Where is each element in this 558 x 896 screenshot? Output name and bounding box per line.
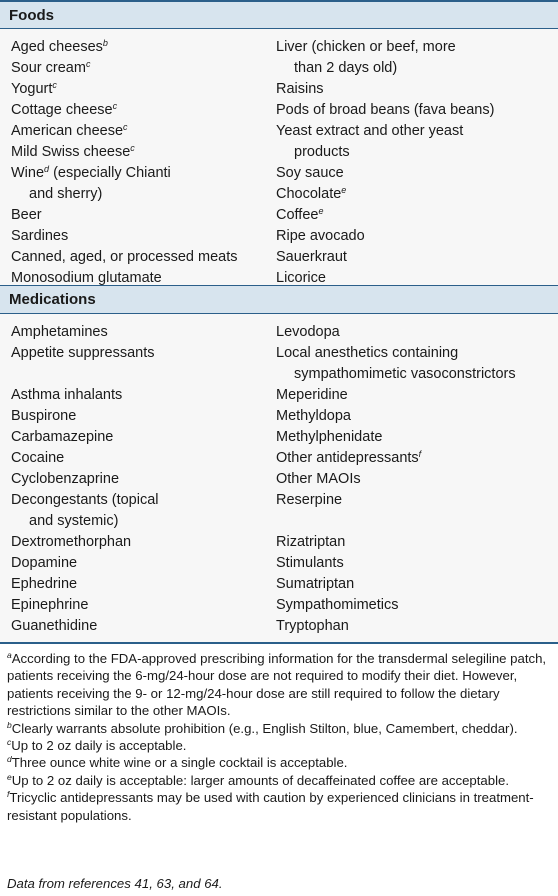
list-item	[276, 595, 554, 616]
item-text: Ephedrine	[11, 576, 78, 592]
list-item	[276, 427, 554, 448]
item-text: Sumatriptan	[276, 576, 355, 592]
list-item	[11, 448, 266, 469]
item-text: than 2 days old)	[294, 60, 398, 76]
list-item	[276, 469, 554, 490]
list-item	[11, 385, 266, 406]
blank-row	[11, 364, 266, 385]
list-item	[11, 490, 266, 511]
list-item	[276, 553, 554, 574]
item-text: Local anesthetics containing	[276, 345, 459, 361]
list-item	[276, 142, 554, 163]
medications-left-column	[11, 322, 266, 637]
foods-left-column	[11, 37, 266, 289]
item-text: Meperidine	[276, 387, 348, 403]
list-item	[11, 121, 266, 142]
footnote-mark: b	[102, 38, 108, 48]
item-text: Canned, aged, or processed meats	[11, 249, 238, 265]
list-item	[276, 448, 554, 469]
item-text: Yogurt	[11, 81, 53, 97]
item-text: Soy sauce	[276, 165, 344, 181]
item-text: Carbamazepine	[11, 429, 114, 445]
item-text: and sherry)	[29, 186, 103, 202]
list-item	[276, 226, 554, 247]
foods-section	[0, 29, 558, 285]
item-text: Sauerkraut	[276, 249, 347, 265]
list-item	[11, 163, 266, 184]
item-text: Cottage cheese	[11, 102, 113, 118]
item-text: Sour cream	[11, 60, 86, 76]
item-text: Raisins	[276, 81, 324, 97]
list-item	[11, 574, 266, 595]
item-text: Sardines	[11, 228, 69, 244]
list-item	[11, 406, 266, 427]
footnote-mark: d	[44, 164, 50, 174]
footnote-a: $^a$According to the FDA-approved prescribing information for the transdermal selegiline patch, patients receiving the 6-mg/24-hour dose are not required to modify their diet. However, patients receiving the 9- or 12-mg/24-hour dose are still required to follow the dietary restrictions similar to the other MAOIs.	[7, 650, 547, 719]
list-item	[11, 226, 266, 247]
list-item	[276, 574, 554, 595]
footnote-mark: c	[52, 80, 57, 90]
list-item	[11, 142, 266, 163]
item-text: Buspirone	[11, 408, 77, 424]
list-item	[276, 37, 554, 58]
list-item	[11, 427, 266, 448]
list-item	[276, 184, 554, 205]
list-item	[11, 553, 266, 574]
footnote-b: $^b$Clearly warrants absolute prohibition (e.g., English Stilton, blue, Camembert, cheddar).	[7, 719, 518, 736]
medications-section	[0, 314, 558, 642]
footnote-f: $^f$Tricyclic antidepressants may be used with caution by experienced clinicians in treatment-resistant populations.	[7, 789, 534, 823]
list-item	[276, 343, 554, 364]
item-text: and systemic)	[29, 513, 119, 529]
blank-row	[276, 511, 554, 532]
list-item	[11, 322, 266, 343]
list-item	[276, 247, 554, 268]
list-item	[11, 79, 266, 100]
list-item	[276, 385, 554, 406]
list-item	[276, 406, 554, 427]
item-text: Cyclobenzaprine	[11, 471, 120, 487]
footnotes	[7, 650, 555, 824]
item-text: Yeast extract and other yeast	[276, 123, 464, 139]
list-item	[11, 58, 266, 79]
item-text: Pods of broad beans (fava beans)	[276, 102, 495, 118]
item-text: Aged cheeses	[11, 39, 103, 55]
footnote-mark: f	[418, 449, 422, 459]
item-text: Dextromethorphan	[11, 534, 132, 550]
list-item	[11, 100, 266, 121]
item-text: Reserpine	[276, 492, 343, 508]
item-text: Other MAOIs	[276, 471, 361, 487]
list-item	[11, 532, 266, 553]
item-text: Decongestants (topical	[11, 492, 159, 508]
list-item	[276, 121, 554, 142]
list-item	[276, 532, 554, 553]
list-item	[11, 205, 266, 226]
item-text: sympathomimetic vasoconstrictors	[294, 366, 516, 382]
list-item	[11, 469, 266, 490]
item-text: Mild Swiss cheese	[11, 144, 131, 160]
item-text: Rizatriptan	[276, 534, 346, 550]
list-item	[11, 595, 266, 616]
item-text: Monosodium glutamate	[11, 270, 162, 286]
foods-header: Foods	[0, 0, 558, 29]
footnote-e: $^e$Up to 2 oz daily is acceptable: larger amounts of decaffeinated coffee are acceptable.	[7, 771, 510, 788]
item-text: Stimulants	[276, 555, 344, 571]
medications-header: Medications	[0, 285, 558, 314]
list-item	[11, 616, 266, 637]
list-item	[276, 364, 554, 385]
item-text: Licorice	[276, 270, 326, 286]
footnote-separator	[0, 642, 558, 644]
list-item	[276, 490, 554, 511]
medications-right-column	[276, 322, 554, 637]
source-note: Data from references 41, 63, and 64.	[7, 876, 223, 891]
list-item	[11, 268, 266, 289]
footnote-mark: c	[130, 143, 135, 153]
item-text: Levodopa	[276, 324, 340, 340]
item-text: Wine	[11, 165, 45, 181]
item-text-continued: (especially Chianti	[49, 165, 171, 181]
item-text: Chocolate	[276, 186, 342, 202]
item-text: Coffee	[276, 207, 319, 223]
item-text: Methylphenidate	[276, 429, 383, 445]
item-text: Sympathomimetics	[276, 597, 399, 613]
footnote-mark: e	[341, 185, 347, 195]
item-text: Other antidepressants	[276, 450, 419, 466]
list-item	[11, 247, 266, 268]
list-item	[276, 268, 554, 289]
list-item	[276, 205, 554, 226]
list-item	[276, 100, 554, 121]
item-text: Cocaine	[11, 450, 65, 466]
footnote-d: $^d$Three ounce white wine or a single cocktail is acceptable.	[7, 754, 348, 771]
footnote-mark: c	[123, 122, 128, 132]
list-item	[276, 616, 554, 637]
item-text: Amphetamines	[11, 324, 108, 340]
list-item	[11, 184, 266, 205]
footnote-mark: e	[318, 206, 324, 216]
item-text: Asthma inhalants	[11, 387, 123, 403]
item-text: Appetite suppressants	[11, 345, 155, 361]
footnote-mark: c	[85, 59, 91, 69]
list-item	[11, 37, 266, 58]
item-text: Ripe avocado	[276, 228, 365, 244]
footnote-c: $^c$Up to 2 oz daily is acceptable.	[7, 737, 187, 754]
list-item	[11, 343, 266, 364]
item-text: Tryptophan	[276, 618, 349, 634]
item-text: products	[294, 144, 350, 160]
list-item	[11, 511, 266, 532]
item-text: Dopamine	[11, 555, 78, 571]
footnote-mark: c	[112, 101, 118, 111]
list-item	[276, 322, 554, 343]
list-item	[276, 58, 554, 79]
foods-right-column	[276, 37, 554, 289]
item-text: Methyldopa	[276, 408, 351, 424]
item-text: American cheese	[11, 123, 124, 139]
item-text: Epinephrine	[11, 597, 89, 613]
item-text: Liver (chicken or beef, more	[276, 39, 456, 55]
item-text: Guanethidine	[11, 618, 98, 634]
list-item	[276, 79, 554, 100]
item-text: Beer	[11, 207, 42, 223]
list-item	[276, 163, 554, 184]
